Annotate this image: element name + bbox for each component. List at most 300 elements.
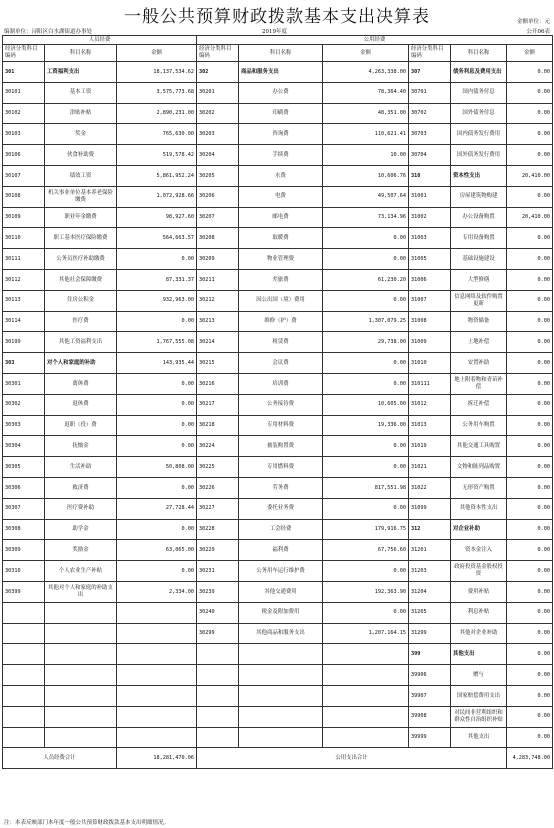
- fiscal-year: 2019年度: [262, 29, 287, 35]
- cell-name: 其他对企业补助: [451, 623, 507, 644]
- cell-amount: 0.00: [323, 249, 409, 270]
- cell-name: [45, 644, 117, 665]
- cell-name: [239, 727, 323, 748]
- cell-code: 30240: [197, 602, 239, 623]
- cell-name: 奖励金: [45, 540, 117, 561]
- cell-amount: 48,351.00: [323, 103, 409, 124]
- cell-amount: 3,575,773.68: [117, 82, 197, 103]
- cell-name: 其他支出: [451, 644, 507, 665]
- cell-amount: [117, 644, 197, 665]
- cell-name: 国内债务付息: [451, 82, 507, 103]
- cell-code: 31022: [409, 477, 451, 498]
- cell-code: 30213: [197, 311, 239, 332]
- cell-name: 基本工资: [45, 82, 117, 103]
- cell-amount: 49,507.64: [323, 186, 409, 207]
- cell-amount: [323, 665, 409, 686]
- cell-code: 30703: [409, 124, 451, 145]
- table-row: [3, 332, 553, 353]
- cell-name: 培训费: [239, 373, 323, 394]
- cell-amount: 73,134.96: [323, 207, 409, 228]
- cell-name: [45, 623, 117, 644]
- cell-name: 政府投资基金股权投资: [451, 561, 507, 582]
- cell-code: 31021: [409, 457, 451, 478]
- cell-amount: 0.00: [507, 623, 553, 644]
- cell-amount: 0.00: [507, 62, 553, 83]
- cell-name: 职工基本医疗保险缴费: [45, 228, 117, 249]
- cell-code: 30310: [3, 561, 45, 582]
- cell-amount: 10,605.00: [323, 394, 409, 415]
- cell-code: 31007: [409, 290, 451, 311]
- cell-code: [3, 727, 45, 748]
- cell-amount: 0.00: [507, 290, 553, 311]
- cell-code: 30704: [409, 145, 451, 166]
- cell-name: 其他对个人和家庭的补助支出: [45, 581, 117, 602]
- cell-amount: 519,578.42: [117, 145, 197, 166]
- cell-name: 委托业务费: [239, 498, 323, 519]
- cell-name: 其他交通费用: [239, 581, 323, 602]
- cell-code: 30102: [3, 103, 45, 124]
- cell-code: [3, 623, 45, 644]
- cell-name: [45, 602, 117, 623]
- cell-code: 30231: [197, 561, 239, 582]
- cell-amount: 1,767,555.08: [117, 332, 197, 353]
- cell-name: 住房公积金: [45, 290, 117, 311]
- expenditure-table: [2, 35, 553, 769]
- cell-code: [197, 727, 239, 748]
- organization: 编制单位：浔阳区白水湖街道办事处: [4, 29, 93, 35]
- table-row: [3, 436, 553, 457]
- total-public-value: 4,283,748.00: [507, 748, 553, 769]
- cell-name: 文物和陈列品购置: [451, 457, 507, 478]
- cell-name: [45, 727, 117, 748]
- cell-amount: 0.00: [117, 373, 197, 394]
- cell-amount: 0.00: [507, 394, 553, 415]
- table-row: [3, 415, 553, 436]
- meta-row: [4, 27, 550, 35]
- cell-amount: 0.00: [323, 353, 409, 374]
- cell-name: 劳务费: [239, 477, 323, 498]
- table-row: [3, 602, 553, 623]
- cell-code: 30701: [409, 82, 451, 103]
- cell-amount: 98,927.60: [117, 207, 197, 228]
- cell-code: 31009: [409, 332, 451, 353]
- cell-code: 31001: [409, 186, 451, 207]
- cell-amount: 0.00: [507, 353, 553, 374]
- cell-amount: [323, 685, 409, 706]
- cell-amount: 0.00: [507, 82, 553, 103]
- cell-amount: 0.00: [117, 249, 197, 270]
- cell-code: 30218: [197, 415, 239, 436]
- cell-name: 公务用车运行维护费: [239, 561, 323, 582]
- table-row: [3, 353, 553, 374]
- cell-code: 30304: [3, 436, 45, 457]
- table-row: [3, 124, 553, 145]
- cell-code: 31013: [409, 415, 451, 436]
- cell-name: 其他工资福利支出: [45, 332, 117, 353]
- cell-code: 312: [409, 519, 451, 540]
- cell-name: 办公费: [239, 82, 323, 103]
- cell-amount: 0.00: [507, 706, 553, 727]
- cell-amount: 0.00: [507, 124, 553, 145]
- cell-code: 30399: [3, 581, 45, 602]
- cell-amount: 0.00: [507, 373, 553, 394]
- cell-code: 30227: [197, 498, 239, 519]
- cell-code: 31005: [409, 249, 451, 270]
- cell-amount: 0.00: [323, 457, 409, 478]
- cell-name: 咨询费: [239, 124, 323, 145]
- cell-code: 30229: [197, 540, 239, 561]
- cell-name: 印刷费: [239, 103, 323, 124]
- cell-code: [197, 706, 239, 727]
- cell-code: 30112: [3, 269, 45, 290]
- cell-name: 助学金: [45, 519, 117, 540]
- total-personnel-value: 18,281,470.06: [117, 748, 197, 769]
- cell-amount: 19,336.00: [323, 415, 409, 436]
- cell-amount: [323, 727, 409, 748]
- cell-amount: 10,606.76: [323, 165, 409, 186]
- cell-name: 物资储备: [451, 311, 507, 332]
- table-row: [3, 62, 553, 83]
- cell-amount: 0.00: [507, 581, 553, 602]
- total-public-label: 公用支出合计: [197, 748, 507, 769]
- cell-amount: 143,935.44: [117, 353, 197, 374]
- cell-amount: 0.00: [323, 373, 409, 394]
- cell-code: 30201: [197, 82, 239, 103]
- cell-amount: 29,738.00: [323, 332, 409, 353]
- cell-name: 费用补贴: [451, 581, 507, 602]
- cell-code: 30114: [3, 311, 45, 332]
- table-row: [3, 727, 553, 748]
- cell-name: [239, 685, 323, 706]
- cell-amount: 0.00: [507, 436, 553, 457]
- cell-name: 安置补助: [451, 353, 507, 374]
- cell-name: 商品和服务支出: [239, 62, 323, 83]
- cell-amount: 27,728.44: [117, 498, 197, 519]
- cell-code: 30216: [197, 373, 239, 394]
- cell-code: 31003: [409, 228, 451, 249]
- cell-amount: 0.00: [507, 519, 553, 540]
- cell-name: [239, 706, 323, 727]
- header-amount: 金额: [507, 45, 553, 62]
- cell-name: 大型修缮: [451, 269, 507, 290]
- cell-name: 其他资本性支出: [451, 498, 507, 519]
- header-amount: 金额: [323, 45, 409, 62]
- cell-name: 其他交通工具购置: [451, 436, 507, 457]
- cell-code: 30299: [197, 623, 239, 644]
- cell-amount: 0.00: [117, 394, 197, 415]
- cell-code: 30212: [197, 290, 239, 311]
- cell-code: 307: [409, 62, 451, 83]
- table-row: [3, 249, 553, 270]
- cell-amount: 0.00: [323, 290, 409, 311]
- cell-amount: 192,363.90: [323, 581, 409, 602]
- cell-code: 31099: [409, 498, 451, 519]
- cell-name: 债务利息及费用支出: [451, 62, 507, 83]
- table-row: [3, 561, 553, 582]
- cell-name: 物业管理费: [239, 249, 323, 270]
- cell-name: 被装购置费: [239, 436, 323, 457]
- cell-code: 39908: [409, 706, 451, 727]
- cell-code: 30109: [3, 207, 45, 228]
- cell-amount: [117, 706, 197, 727]
- cell-name: 租赁费: [239, 332, 323, 353]
- cell-code: 31019: [409, 436, 451, 457]
- cell-name: 基础设施建设: [451, 249, 507, 270]
- cell-name: 奖金: [45, 124, 117, 145]
- cell-name: 房屋建筑物购建: [451, 186, 507, 207]
- cell-name: 医疗费: [45, 311, 117, 332]
- cell-code: 30217: [197, 394, 239, 415]
- cell-code: 30209: [197, 249, 239, 270]
- cell-amount: 0.00: [117, 561, 197, 582]
- cell-name: 伙食补助费: [45, 145, 117, 166]
- cell-amount: 0.00: [117, 519, 197, 540]
- cell-amount: 0.00: [323, 498, 409, 519]
- cell-amount: [117, 623, 197, 644]
- cell-amount: 0.00: [507, 685, 553, 706]
- cell-amount: 0.00: [323, 561, 409, 582]
- cell-amount: 63,065.00: [117, 540, 197, 561]
- cell-name: 维修（护）费: [239, 311, 323, 332]
- cell-name: [45, 685, 117, 706]
- cell-name: 绩效工资: [45, 165, 117, 186]
- cell-name: 信息网络及软件购置更新: [451, 290, 507, 311]
- cell-code: 30206: [197, 186, 239, 207]
- cell-name: 资本性支出: [451, 165, 507, 186]
- cell-amount: 0.00: [507, 498, 553, 519]
- cell-code: 31205: [409, 602, 451, 623]
- cell-code: 30110: [3, 228, 45, 249]
- cell-name: 赠与: [451, 665, 507, 686]
- table-row: [3, 519, 553, 540]
- cell-name: 利息补贴: [451, 602, 507, 623]
- cell-amount: 0.00: [507, 477, 553, 498]
- cell-code: [3, 685, 45, 706]
- cell-code: 31006: [409, 269, 451, 290]
- cell-name: 专用材料费: [239, 415, 323, 436]
- cell-amount: 50,808.00: [117, 457, 197, 478]
- cell-code: [197, 644, 239, 665]
- cell-code: 30302: [3, 394, 45, 415]
- cell-amount: [117, 665, 197, 686]
- cell-amount: 4,263,338.00: [323, 62, 409, 83]
- cell-name: 办公设备购置: [451, 207, 507, 228]
- cell-code: 30202: [197, 103, 239, 124]
- cell-code: 30103: [3, 124, 45, 145]
- cell-code: 30306: [3, 477, 45, 498]
- total-personnel-label: 人员经费合计: [3, 748, 117, 769]
- cell-code: 31002: [409, 207, 451, 228]
- cell-amount: 0.00: [507, 727, 553, 748]
- cell-name: 工资福利支出: [45, 62, 117, 83]
- cell-amount: [323, 706, 409, 727]
- table-row: [3, 269, 553, 290]
- cell-code: 302: [197, 62, 239, 83]
- cell-code: 31010: [409, 353, 451, 374]
- cell-code: 30107: [3, 165, 45, 186]
- cell-amount: 2,334.00: [117, 581, 197, 602]
- cell-amount: 5,861,952.24: [117, 165, 197, 186]
- section-public: 公用经费: [197, 36, 553, 45]
- cell-code: 30307: [3, 498, 45, 519]
- table-row: [3, 103, 553, 124]
- cell-name: 医疗费补助: [45, 498, 117, 519]
- cell-amount: 179,916.75: [323, 519, 409, 540]
- table-row: [3, 311, 553, 332]
- table-row: [3, 457, 553, 478]
- cell-code: 39907: [409, 685, 451, 706]
- cell-amount: [117, 727, 197, 748]
- cell-amount: 0.00: [507, 644, 553, 665]
- cell-code: [197, 665, 239, 686]
- cell-amount: 110,621.41: [323, 124, 409, 145]
- cell-name: 对个人和家庭的补助: [45, 353, 117, 374]
- cell-name: 水费: [239, 165, 323, 186]
- cell-name: 对民间非营利组织和群众性自治组织补贴: [451, 706, 507, 727]
- cell-name: 生活补助: [45, 457, 117, 478]
- cell-name: 拆迁补偿: [451, 394, 507, 415]
- cell-code: 31203: [409, 561, 451, 582]
- table-row: [3, 581, 553, 602]
- table-row: [3, 706, 553, 727]
- header-code: 经济分类科目编码: [3, 45, 45, 62]
- cell-amount: 18,137,534.62: [117, 62, 197, 83]
- cell-amount: 0.00: [323, 602, 409, 623]
- cell-code: 310111: [409, 373, 451, 394]
- cell-code: 30211: [197, 269, 239, 290]
- cell-code: 310: [409, 165, 451, 186]
- cell-name: 地上附着物和青苗补偿: [451, 373, 507, 394]
- cell-code: 30205: [197, 165, 239, 186]
- table-row: [3, 82, 553, 103]
- cell-code: 30239: [197, 581, 239, 602]
- cell-code: 31008: [409, 311, 451, 332]
- cell-name: 专用设备购置: [451, 228, 507, 249]
- cell-name: 个人农业生产补贴: [45, 561, 117, 582]
- cell-amount: 0.00: [507, 415, 553, 436]
- header-name: 科目名称: [45, 45, 117, 62]
- cell-amount: 0.00: [117, 477, 197, 498]
- cell-amount: 0.00: [507, 311, 553, 332]
- cell-code: 30106: [3, 145, 45, 166]
- cell-amount: 10.00: [323, 145, 409, 166]
- cell-name: 其他商品和服务支出: [239, 623, 323, 644]
- cell-name: 津贴补贴: [45, 103, 117, 124]
- cell-amount: 0.00: [117, 415, 197, 436]
- cell-code: 30214: [197, 332, 239, 353]
- cell-name: 机关事业单位基本养老保险缴费: [45, 186, 117, 207]
- cell-amount: 0.00: [507, 602, 553, 623]
- cell-amount: 0.00: [507, 186, 553, 207]
- table-row: [3, 228, 553, 249]
- cell-amount: 20,410.00: [507, 207, 553, 228]
- header-code: 经济分类科目编码: [197, 45, 239, 62]
- table-row: [3, 477, 553, 498]
- section-personnel: 人员经费: [3, 36, 197, 45]
- cell-name: 取暖费: [239, 228, 323, 249]
- cell-amount: [117, 602, 197, 623]
- cell-code: 30308: [3, 519, 45, 540]
- cell-amount: 817,551.98: [323, 477, 409, 498]
- cell-amount: [117, 685, 197, 706]
- cell-code: 30207: [197, 207, 239, 228]
- cell-amount: 0.00: [507, 457, 553, 478]
- cell-name: 国内债务发行费用: [451, 124, 507, 145]
- cell-code: 31299: [409, 623, 451, 644]
- table-row: [3, 665, 553, 686]
- header-name: 科目名称: [451, 45, 507, 62]
- cell-amount: [323, 644, 409, 665]
- cell-code: 30113: [3, 290, 45, 311]
- table-row: [3, 540, 553, 561]
- cell-amount: 1,207,164.15: [323, 623, 409, 644]
- cell-name: [239, 644, 323, 665]
- cell-name: 资本金注入: [451, 540, 507, 561]
- cell-amount: 0.00: [117, 436, 197, 457]
- cell-amount: 0.00: [323, 228, 409, 249]
- cell-name: 邮电费: [239, 207, 323, 228]
- cell-amount: 0.00: [507, 540, 553, 561]
- page-title: 一般公共预算财政拨款基本支出决算表: [124, 7, 430, 27]
- cell-code: [197, 685, 239, 706]
- cell-amount: 87,331.37: [117, 269, 197, 290]
- cell-code: 30303: [3, 415, 45, 436]
- cell-name: 税金及附加费用: [239, 602, 323, 623]
- cell-code: 301: [3, 62, 45, 83]
- cell-name: 因公出国（境）费用: [239, 290, 323, 311]
- cell-name: 职业年金缴费: [45, 207, 117, 228]
- cell-code: 39906: [409, 665, 451, 686]
- cell-code: 30199: [3, 332, 45, 353]
- cell-name: 工会经费: [239, 519, 323, 540]
- cell-name: 土地补偿: [451, 332, 507, 353]
- cell-amount: 0.00: [507, 561, 553, 582]
- cell-code: [3, 644, 45, 665]
- table-row: [3, 644, 553, 665]
- cell-name: 退休费: [45, 394, 117, 415]
- cell-code: 30204: [197, 145, 239, 166]
- cell-code: 30108: [3, 186, 45, 207]
- cell-amount: 0.00: [507, 665, 553, 686]
- cell-code: 30305: [3, 457, 45, 478]
- cell-amount: 20,410.00: [507, 165, 553, 186]
- footnote: 注：本表反映部门本年度一般公共预算财政拨款基本支出明细情况。: [4, 820, 170, 826]
- cell-name: [45, 665, 117, 686]
- cell-amount: 61,230.20: [323, 269, 409, 290]
- cell-name: 对企业补助: [451, 519, 507, 540]
- cell-name: 抚恤金: [45, 436, 117, 457]
- cell-name: 国外债务发行费用: [451, 145, 507, 166]
- cell-amount: 564,663.57: [117, 228, 197, 249]
- cell-name: 国外债务付息: [451, 103, 507, 124]
- cell-code: 30111: [3, 249, 45, 270]
- cell-amount: 1,072,928.66: [117, 186, 197, 207]
- cell-name: 无形资产购置: [451, 477, 507, 498]
- cell-code: 30226: [197, 477, 239, 498]
- cell-name: 电费: [239, 186, 323, 207]
- table-row: [3, 207, 553, 228]
- cell-amount: 0.00: [507, 269, 553, 290]
- cell-name: 国家赔偿费用支出: [451, 685, 507, 706]
- table-row: [3, 394, 553, 415]
- cell-code: 31012: [409, 394, 451, 415]
- cell-code: 31204: [409, 581, 451, 602]
- cell-code: 30228: [197, 519, 239, 540]
- cell-code: 31201: [409, 540, 451, 561]
- cell-name: [239, 665, 323, 686]
- cell-amount: 2,890,231.00: [117, 103, 197, 124]
- table-row: [3, 186, 553, 207]
